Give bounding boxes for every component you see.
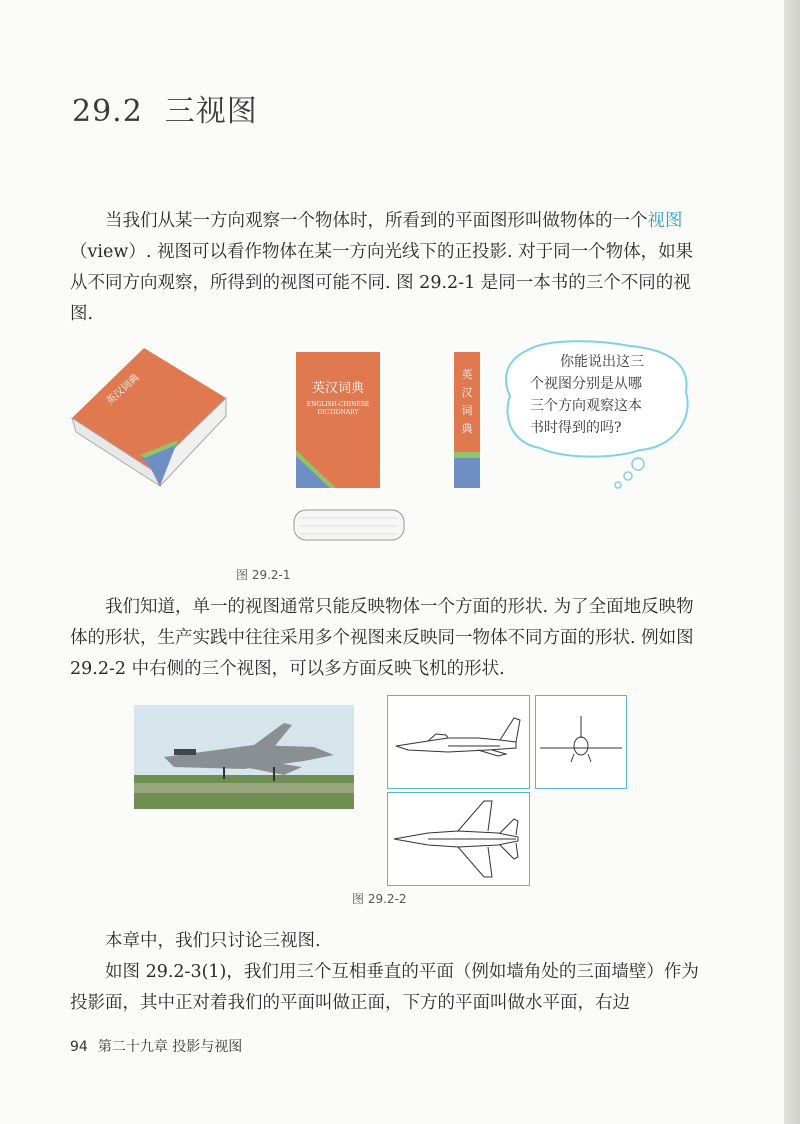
keyword-view: 视图 xyxy=(647,211,683,231)
book-front-view xyxy=(296,352,380,488)
intro-text-b: （view）. 视图可以看作物体在某一方向光线下的正投影. 对于同一个物体，如果从不同方向观察，所得到的视图可能不同. 图 29.2-1 是同一本书的三个不同的视图. xyxy=(70,242,694,324)
thought-bubble xyxy=(506,341,688,488)
book-front-title: 英汉词典 xyxy=(311,381,365,396)
page-footer xyxy=(70,1036,242,1056)
section-number: 29.2 xyxy=(72,94,143,129)
svg-text:词: 词 xyxy=(461,404,473,417)
figure-2-caption: 图 29.2-2 xyxy=(352,892,407,906)
jet-front-view xyxy=(536,696,626,788)
bubble-line-2: 个视图分别是从哪 xyxy=(530,376,642,392)
projection-text: 如图 29.2-3(1)，我们用三个互相垂直的平面（例如墙角处的三面墙壁）作为投影面，其中正对着我们的平面叫做正面，下方的平面叫做水平面，右边 xyxy=(70,962,699,1013)
jet-side-view-frame xyxy=(387,695,530,789)
bubble-line-4: 书时得到的吗? xyxy=(530,420,622,436)
bubble-line-3: 三个方向观察这本 xyxy=(530,398,642,414)
bubble-line-1: 你能说出这三 xyxy=(560,354,644,370)
svg-text:典: 典 xyxy=(461,422,473,435)
jet-top-view-frame xyxy=(387,792,530,886)
paragraph-scope xyxy=(70,926,710,957)
book-3d-title: 英汉词典 xyxy=(104,372,142,408)
book-side-view xyxy=(454,352,480,488)
section-heading xyxy=(72,86,258,130)
scope-text: 本章中，我们只讨论三视图. xyxy=(105,931,321,951)
figure-1-caption: 图 29.2-1 xyxy=(236,568,291,582)
jet-front-view-frame xyxy=(535,695,627,789)
page-number: 94 xyxy=(70,1039,88,1055)
book-front-sub1: ENGLISH-CHINESE xyxy=(306,401,370,408)
multiview-text: 我们知道，单一的视图通常只能反映物体一个方面的形状. 为了全面地反映物体的形状，生产实践中往往采用多个视图来反映同一物体不同方面的形状. 例如图 29.2-2 中右侧的三个视图，可以多方面反映飞机的形状. xyxy=(70,597,694,679)
book-front-sub2: DICTIONARY xyxy=(317,409,359,416)
figure-book-views xyxy=(0,340,800,570)
book-3d-view xyxy=(72,348,226,486)
svg-text:英: 英 xyxy=(461,368,473,381)
svg-text:汉: 汉 xyxy=(461,386,473,399)
book-top-view xyxy=(294,510,404,540)
section-title: 三视图 xyxy=(164,94,258,129)
jet-top-view xyxy=(388,793,529,885)
intro-text-a: 当我们从某一方向观察一个物体时，所看到的平面图形叫做物体的一个 xyxy=(105,211,648,231)
paragraph-projection xyxy=(70,957,710,1019)
paragraph-multiview xyxy=(70,592,710,685)
jet-side-view xyxy=(388,696,529,788)
jet-photo xyxy=(134,705,354,809)
paragraph-intro xyxy=(70,206,710,330)
chapter-title: 第二十九章 投影与视图 xyxy=(97,1039,243,1055)
